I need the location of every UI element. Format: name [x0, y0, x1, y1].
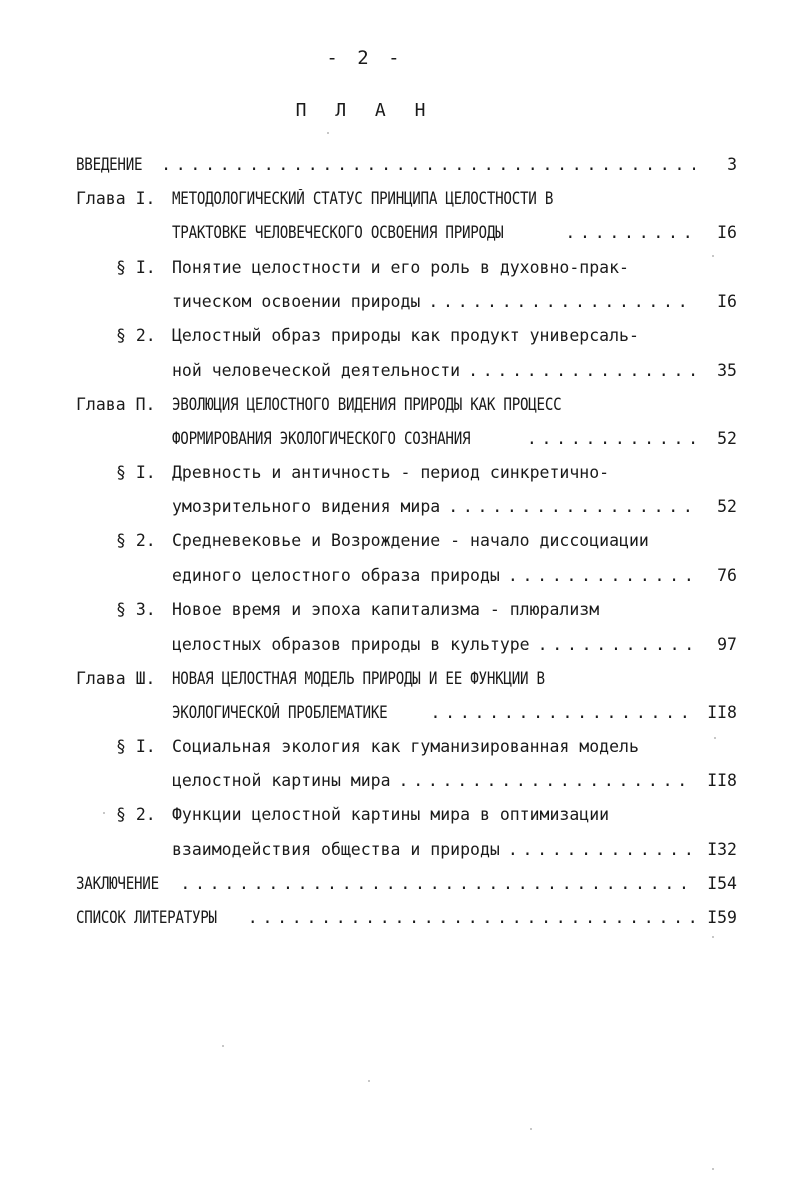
toc-entry-text: целостной картины мира: [172, 771, 391, 790]
toc-entry-text: единого целостного образа природы: [172, 566, 500, 585]
toc-entry-text: Целостный образ природы как продукт универсаль-: [172, 326, 639, 345]
toc-page-number: 3: [727, 155, 737, 174]
toc-page-number: II8: [707, 703, 737, 722]
toc-entry-section-2-3[interactable]: [116, 595, 737, 625]
section-label: § 3.: [116, 600, 156, 619]
page-number: - 2 -: [326, 47, 404, 69]
toc-entry-bibliography[interactable]: [76, 903, 737, 933]
toc-page-number: I54: [707, 874, 737, 893]
toc-entry-section-2-1[interactable]: [116, 458, 737, 488]
toc-entry-text: Древность и античность - период синкретично-: [172, 463, 610, 482]
toc-entry-chapter-2[interactable]: [76, 390, 737, 420]
section-label: § I.: [116, 737, 156, 756]
toc-entry-section-2-1-cont[interactable]: [172, 492, 737, 522]
toc-entry-text: СПИСОК ЛИТЕРАТУРЫ: [76, 908, 217, 927]
toc-entry-introduction[interactable]: [76, 150, 737, 180]
toc-entry-chapter-3[interactable]: [76, 664, 737, 694]
section-label: § 2.: [116, 805, 156, 824]
section-label: § 2.: [116, 531, 156, 550]
toc-entry-text: ТРАКТОВКЕ ЧЕЛОВЕЧЕСКОГО ОСВОЕНИЯ ПРИРОДЫ: [172, 223, 504, 242]
toc-entry-text: ЭКОЛОГИЧЕСКОЙ ПРОБЛЕМАТИКЕ: [172, 703, 388, 722]
chapter-label: Глава Ш.: [76, 669, 156, 688]
scan-speck: [222, 1045, 224, 1047]
toc-page-number: I59: [707, 908, 737, 927]
toc-entry-section-1-2[interactable]: [116, 321, 737, 351]
toc-page-number: II8: [707, 771, 737, 790]
section-label: § 2.: [116, 326, 156, 345]
toc-entry-text: Новое время и эпоха капитализма - плюрализм: [172, 600, 600, 619]
toc-entry-section-1-2-cont[interactable]: [172, 356, 737, 386]
toc-entry-text: ВВЕДЕНИЕ: [76, 155, 143, 174]
toc-entry-text: целостных образов природы в культуре: [172, 635, 530, 654]
toc-page-number: I6: [717, 223, 737, 242]
toc-entry-conclusion[interactable]: [76, 869, 737, 899]
scan-speck: [714, 737, 716, 739]
dot-leader: [180, 869, 695, 899]
toc-entry-text: Средневековье и Возрождение - начало диссоциации: [172, 531, 649, 550]
toc-entry-text: ФОРМИРОВАНИЯ ЭКОЛОГИЧЕСКОГО СОЗНАНИЯ: [172, 429, 471, 448]
dot-leader: [508, 835, 695, 865]
toc-entry-chapter-1[interactable]: [76, 184, 737, 214]
dot-leader: [161, 150, 695, 180]
dot-leader: [448, 492, 695, 522]
scan-speck: [368, 1080, 370, 1082]
toc-entry-text: Функции целостной картины мира в оптимизации: [172, 805, 610, 824]
toc-entry-section-3-2[interactable]: [116, 800, 737, 830]
plan-title: П Л А Н: [295, 100, 435, 121]
dot-leader: [468, 356, 695, 386]
toc-entry-section-3-1-cont[interactable]: [172, 766, 737, 796]
dot-leader: [538, 630, 695, 660]
scan-speck: [712, 936, 714, 938]
toc-entry-text: ЭВОЛЮЦИЯ ЦЕЛОСТНОГО ВИДЕНИЯ ПРИРОДЫ КАК ПРОЦЕСС: [172, 395, 562, 414]
section-label: § I.: [116, 463, 156, 482]
toc-entry-chapter-1-cont[interactable]: [172, 218, 737, 248]
toc-entry-section-1-1-cont[interactable]: [172, 287, 737, 317]
chapter-label: Глава I.: [76, 189, 156, 208]
toc-entry-section-3-2-cont[interactable]: [172, 835, 737, 865]
toc-entry-section-2-3-cont[interactable]: [172, 630, 737, 660]
dot-leader: [430, 698, 695, 728]
dot-leader: [428, 287, 695, 317]
toc-entry-text: умозрительного видения мира: [172, 497, 441, 516]
toc-page-number: 52: [717, 497, 737, 516]
toc-page-number: 52: [717, 429, 737, 448]
toc-entry-text: Социальная экология как гуманизированная модель: [172, 737, 639, 756]
toc-page-number: I6: [717, 292, 737, 311]
toc-entry-text: взаимодействия общества и природы: [172, 840, 500, 859]
toc-entry-section-2-2[interactable]: [116, 526, 737, 556]
scan-speck: [103, 812, 105, 814]
toc-entry-chapter-3-cont[interactable]: [172, 698, 737, 728]
toc-page-number: 97: [717, 635, 737, 654]
chapter-label: Глава П.: [76, 395, 156, 414]
toc-entry-text: НОВАЯ ЦЕЛОСТНАЯ МОДЕЛЬ ПРИРОДЫ И ЕЕ ФУНКЦИИ В: [172, 669, 545, 688]
toc-entry-text: ной человеческой деятельности: [172, 361, 461, 380]
toc-entry-text: тическом освоении природы: [172, 292, 421, 311]
toc-entry-chapter-2-cont[interactable]: [172, 424, 737, 454]
section-label: § I.: [116, 258, 156, 277]
toc-page-number: 76: [717, 566, 737, 585]
scan-speck: [327, 132, 329, 134]
dot-leader: [565, 218, 695, 248]
toc-entry-section-2-2-cont[interactable]: [172, 561, 737, 591]
dot-leader: [248, 903, 695, 933]
scan-speck: [712, 1168, 714, 1170]
dot-leader: [399, 766, 695, 796]
toc-entry-section-3-1[interactable]: [116, 732, 737, 762]
scan-speck: [530, 1128, 532, 1130]
toc-entry-text: МЕТОДОЛОГИЧЕСКИЙ СТАТУС ПРИНЦИПА ЦЕЛОСТНОСТИ В: [172, 189, 554, 208]
toc-entry-text: ЗАКЛЮЧЕНИЕ: [76, 874, 159, 893]
dot-leader: [527, 424, 695, 454]
dot-leader: [508, 561, 695, 591]
scan-speck: [712, 255, 714, 257]
toc-page-number: 35: [717, 361, 737, 380]
toc-entry-section-1-1[interactable]: [116, 253, 737, 283]
toc-entry-text: Понятие целостности и его роль в духовно-прак-: [172, 258, 629, 277]
toc-page-number: I32: [707, 840, 737, 859]
